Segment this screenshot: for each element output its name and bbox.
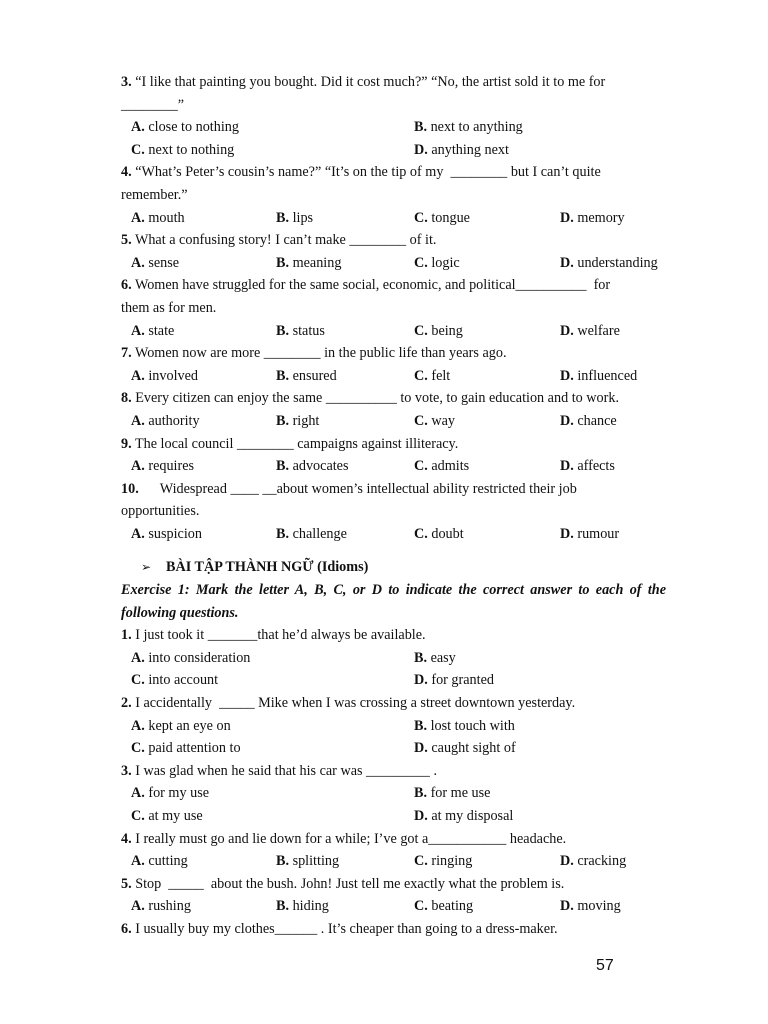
question-number: 8. xyxy=(121,390,132,407)
question-stem xyxy=(121,161,666,184)
option-text: requires xyxy=(148,458,195,475)
options-row xyxy=(121,252,666,275)
option-letter: B. xyxy=(276,254,290,271)
answer-option[interactable] xyxy=(276,365,337,388)
option-text: ensured xyxy=(292,367,337,384)
section-heading xyxy=(121,556,666,579)
options-row xyxy=(121,669,666,692)
option-text: suspicion xyxy=(148,525,202,542)
answer-option[interactable] xyxy=(131,647,250,670)
option-letter: C. xyxy=(414,367,428,384)
option-text: ringing xyxy=(431,853,473,870)
option-letter: A. xyxy=(131,525,145,542)
options-row xyxy=(121,782,666,805)
question-text: remember.” xyxy=(121,186,188,203)
option-text: paid attention to xyxy=(148,740,241,757)
options-row xyxy=(121,116,666,139)
question-text: them as for men. xyxy=(121,299,217,316)
answer-option[interactable] xyxy=(276,252,341,275)
answer-option[interactable] xyxy=(276,455,349,478)
option-letter: D. xyxy=(560,412,574,429)
answer-option[interactable] xyxy=(414,116,523,139)
answer-option[interactable] xyxy=(131,850,188,873)
answer-option[interactable] xyxy=(276,207,313,230)
option-letter: B. xyxy=(276,458,290,475)
answer-option[interactable] xyxy=(560,895,621,918)
option-letter: D. xyxy=(414,672,428,689)
arrow-bullet-icon: ➢ xyxy=(141,560,152,575)
option-text: welfare xyxy=(577,322,620,339)
question-stem xyxy=(121,274,666,297)
question-text: ________” xyxy=(121,96,185,113)
question-stem xyxy=(121,433,666,456)
exercise-instruction: Exercise 1: Mark the letter A, B, C, or D to indicate the correct answer to each of the following questions. xyxy=(121,582,666,621)
question-text: “I like that painting you bought. Did it cost much?” “No, the artist sold it to me for xyxy=(135,74,606,90)
option-letter: D. xyxy=(560,254,574,271)
answer-option[interactable] xyxy=(131,252,179,275)
answer-option[interactable] xyxy=(560,365,637,388)
answer-option[interactable] xyxy=(131,782,209,805)
answer-option[interactable] xyxy=(560,455,615,478)
section-title: BÀI TẬP THÀNH NGỮ (Idioms) xyxy=(166,559,369,576)
question-text: opportunities. xyxy=(121,503,200,520)
question-stem xyxy=(121,828,666,851)
option-letter: B. xyxy=(276,853,290,870)
options-row xyxy=(121,320,666,343)
option-text: authority xyxy=(148,412,200,429)
option-letter: D. xyxy=(560,458,574,475)
answer-option[interactable] xyxy=(131,895,191,918)
options-row xyxy=(121,737,666,760)
question-stem xyxy=(121,229,666,252)
option-text: splitting xyxy=(292,853,340,870)
option-text: admits xyxy=(431,458,470,475)
answer-option[interactable] xyxy=(276,895,329,918)
option-letter: A. xyxy=(131,209,145,226)
question-item xyxy=(121,433,666,478)
option-letter: C. xyxy=(131,672,145,689)
question-list-part-2 xyxy=(121,624,666,940)
question-stem xyxy=(121,873,666,896)
option-letter: C. xyxy=(131,141,145,158)
answer-option[interactable] xyxy=(131,116,239,139)
question-text: I accidentally _____ Mike when I was crossing a street downtown yesterday. xyxy=(135,695,576,712)
answer-option[interactable] xyxy=(131,320,174,343)
option-letter: D. xyxy=(560,322,574,339)
option-text: close to nothing xyxy=(148,119,239,136)
option-letter: C. xyxy=(414,853,428,870)
option-text: right xyxy=(292,412,320,429)
question-stem xyxy=(121,71,666,94)
question-number: 3. xyxy=(121,74,132,90)
question-text: Widespread ____ __about women’s intellectual ability restricted their job xyxy=(142,480,577,497)
answer-option[interactable] xyxy=(414,410,455,433)
answer-option[interactable] xyxy=(131,139,234,162)
question-number: 7. xyxy=(121,345,132,362)
option-letter: B. xyxy=(276,412,290,429)
option-letter: B. xyxy=(276,525,290,542)
options-row xyxy=(121,455,666,478)
options-row xyxy=(121,805,666,828)
options-row xyxy=(121,715,666,738)
option-letter: D. xyxy=(414,808,428,824)
answer-option[interactable] xyxy=(131,207,185,230)
answer-option[interactable] xyxy=(414,805,513,828)
option-text: rushing xyxy=(148,898,191,915)
answer-option[interactable] xyxy=(131,737,241,760)
option-text: chance xyxy=(577,412,617,429)
option-letter: D. xyxy=(560,525,574,542)
option-letter: B. xyxy=(414,119,428,136)
question-text: I really must go and lie down for a while; I’ve got a___________ headache. xyxy=(135,830,567,847)
option-text: anything next xyxy=(431,141,509,158)
question-stem-continued xyxy=(121,500,666,523)
question-stem-continued xyxy=(121,297,666,320)
option-text: cracking xyxy=(577,853,627,870)
option-letter: B. xyxy=(276,209,290,226)
question-stem-continued xyxy=(121,94,666,117)
answer-option[interactable] xyxy=(560,320,620,343)
answer-option[interactable] xyxy=(131,455,194,478)
answer-option[interactable] xyxy=(414,252,460,275)
question-item xyxy=(121,71,666,161)
answer-option[interactable] xyxy=(560,207,625,230)
option-letter: D. xyxy=(560,898,574,915)
option-letter: A. xyxy=(131,119,145,136)
option-text: cutting xyxy=(148,853,188,870)
option-text: into consideration xyxy=(148,649,251,666)
option-text: next to nothing xyxy=(148,141,235,158)
option-letter: C. xyxy=(414,525,428,542)
option-letter: C. xyxy=(414,322,428,339)
option-text: sense xyxy=(148,254,180,271)
answer-option[interactable] xyxy=(414,669,494,692)
option-letter: A. xyxy=(131,649,145,666)
question-number: 6. xyxy=(121,277,132,294)
question-item xyxy=(121,387,666,432)
option-text: hiding xyxy=(292,898,329,915)
options-row xyxy=(121,895,666,918)
option-text: being xyxy=(431,322,463,339)
option-letter: D. xyxy=(414,740,428,757)
question-text: Every citizen can enjoy the same __________ to vote, to gain education and to work. xyxy=(135,390,620,407)
option-text: lips xyxy=(292,209,314,226)
option-text: into account xyxy=(148,672,219,689)
option-letter: B. xyxy=(276,322,290,339)
option-letter: D. xyxy=(560,209,574,226)
answer-option[interactable] xyxy=(131,715,231,738)
option-text: at my use xyxy=(148,808,203,824)
option-letter: B. xyxy=(414,717,428,734)
question-text: The local council ________ campaigns against illiteracy. xyxy=(134,435,459,452)
option-letter: B. xyxy=(276,898,290,915)
question-stem xyxy=(121,342,666,365)
option-text: challenge xyxy=(292,525,347,542)
option-text: understanding xyxy=(577,254,658,271)
option-letter: B. xyxy=(414,785,428,802)
option-text: memory xyxy=(577,209,625,226)
question-stem xyxy=(121,387,666,410)
question-number: 1. xyxy=(121,627,132,644)
question-stem xyxy=(121,760,666,783)
option-text: kept an eye on xyxy=(148,717,231,734)
answer-option[interactable] xyxy=(414,782,490,805)
question-text: I usually buy my clothes______ . It’s cheaper than going to a dress-maker. xyxy=(135,920,558,937)
option-text: lost touch with xyxy=(430,717,515,734)
answer-option[interactable] xyxy=(414,715,515,738)
question-number: 2. xyxy=(121,695,132,712)
option-text: beating xyxy=(431,898,474,915)
answer-option[interactable] xyxy=(131,523,202,546)
option-letter: A. xyxy=(131,254,145,271)
answer-option[interactable] xyxy=(131,669,218,692)
answer-option[interactable] xyxy=(414,895,473,918)
option-text: advocates xyxy=(292,458,349,475)
question-item xyxy=(121,478,666,546)
answer-option[interactable] xyxy=(276,850,339,873)
question-text: Stop _____ about the bush. John! Just tell me exactly what the problem is. xyxy=(135,875,565,892)
question-list-part-1 xyxy=(121,71,666,545)
page-content xyxy=(121,71,666,941)
options-row xyxy=(121,647,666,670)
option-text: caught sight of xyxy=(431,740,516,757)
option-letter: A. xyxy=(131,458,145,475)
option-letter: B. xyxy=(276,367,290,384)
option-text: for granted xyxy=(431,672,494,689)
option-letter: C. xyxy=(131,808,145,824)
question-number: 5. xyxy=(121,232,132,249)
answer-option[interactable] xyxy=(276,320,325,343)
question-stem xyxy=(121,918,666,941)
answer-option[interactable] xyxy=(414,850,472,873)
question-item xyxy=(121,873,666,918)
option-letter: C. xyxy=(414,209,428,226)
question-stem xyxy=(121,624,666,647)
options-row xyxy=(121,139,666,162)
question-text: I just took it _______that he’d always be available. xyxy=(135,627,426,644)
question-item xyxy=(121,624,666,692)
answer-option[interactable] xyxy=(414,365,450,388)
question-text: Women now are more ________ in the public life than years ago. xyxy=(134,345,507,362)
options-row xyxy=(121,365,666,388)
question-number: 3. xyxy=(121,762,132,779)
option-text: state xyxy=(148,322,175,339)
question-number: 5. xyxy=(121,875,132,892)
option-letter: A. xyxy=(131,785,145,802)
question-item xyxy=(121,274,666,342)
option-text: tongue xyxy=(431,209,470,226)
option-letter: D. xyxy=(560,367,574,384)
option-text: mouth xyxy=(148,209,185,226)
answer-option[interactable] xyxy=(414,320,463,343)
answer-option[interactable] xyxy=(560,523,619,546)
question-number: 4. xyxy=(121,164,132,181)
option-letter: C. xyxy=(131,740,145,757)
answer-option[interactable] xyxy=(414,647,456,670)
answer-option[interactable] xyxy=(560,850,626,873)
option-letter: A. xyxy=(131,853,145,870)
option-letter: A. xyxy=(131,322,145,339)
question-stem-continued xyxy=(121,184,666,207)
options-row xyxy=(121,850,666,873)
answer-option[interactable] xyxy=(131,805,203,828)
option-text: rumour xyxy=(577,525,620,542)
question-item xyxy=(121,229,666,274)
option-text: status xyxy=(292,322,325,339)
question-stem xyxy=(121,692,666,715)
question-text: Women have struggled for the same social, economic, and political__________ for xyxy=(134,277,611,294)
options-row xyxy=(121,410,666,433)
question-stem xyxy=(121,478,666,501)
question-item xyxy=(121,918,666,941)
option-letter: D. xyxy=(560,853,574,870)
option-text: felt xyxy=(431,367,451,384)
option-text: meaning xyxy=(292,254,342,271)
option-text: logic xyxy=(431,254,460,271)
option-letter: C. xyxy=(414,458,428,475)
question-number: 6. xyxy=(121,920,132,937)
option-letter: A. xyxy=(131,367,145,384)
page-number: 57 xyxy=(596,957,614,974)
option-text: affects xyxy=(577,458,615,475)
question-item xyxy=(121,161,666,229)
option-text: for my use xyxy=(148,785,210,802)
option-text: moving xyxy=(577,898,621,915)
option-letter: A. xyxy=(131,717,145,734)
option-text: doubt xyxy=(431,525,464,542)
answer-option[interactable] xyxy=(414,455,469,478)
answer-option[interactable] xyxy=(131,410,200,433)
option-letter: C. xyxy=(414,254,428,271)
option-letter: C. xyxy=(414,898,428,915)
options-row xyxy=(121,523,666,546)
question-item xyxy=(121,828,666,873)
answer-option[interactable] xyxy=(276,410,319,433)
option-letter: A. xyxy=(131,412,145,429)
option-text: involved xyxy=(148,367,198,384)
answer-option[interactable] xyxy=(560,252,658,275)
answer-option[interactable] xyxy=(276,523,347,546)
option-text: easy xyxy=(430,649,456,666)
option-letter: B. xyxy=(414,649,428,666)
answer-option[interactable] xyxy=(560,410,617,433)
question-text: “What’s Peter’s cousin’s name?” “It’s on the tip of my ________ but I can’t quite xyxy=(135,164,601,181)
option-text: next to anything xyxy=(430,119,523,136)
question-item xyxy=(121,342,666,387)
answer-option[interactable] xyxy=(414,523,464,546)
answer-option[interactable] xyxy=(131,365,198,388)
option-letter: C. xyxy=(414,412,428,429)
option-text: for me use xyxy=(430,785,491,802)
option-text: way xyxy=(431,412,455,429)
question-text: What a confusing story! I can’t make ________ of it. xyxy=(134,232,437,249)
question-number: 9. xyxy=(121,435,132,452)
option-text: at my disposal xyxy=(431,808,514,824)
question-number: 10. xyxy=(121,480,139,497)
options-row xyxy=(121,207,666,230)
option-text: influenced xyxy=(577,367,638,384)
answer-option[interactable] xyxy=(414,139,509,162)
question-text: I was glad when he said that his car was _________ . xyxy=(135,762,437,779)
answer-option[interactable] xyxy=(414,207,470,230)
question-item xyxy=(121,760,666,828)
answer-option[interactable] xyxy=(414,737,516,760)
question-item xyxy=(121,692,666,760)
question-number: 4. xyxy=(121,830,132,847)
option-letter: D. xyxy=(414,141,428,158)
option-letter: A. xyxy=(131,898,145,915)
